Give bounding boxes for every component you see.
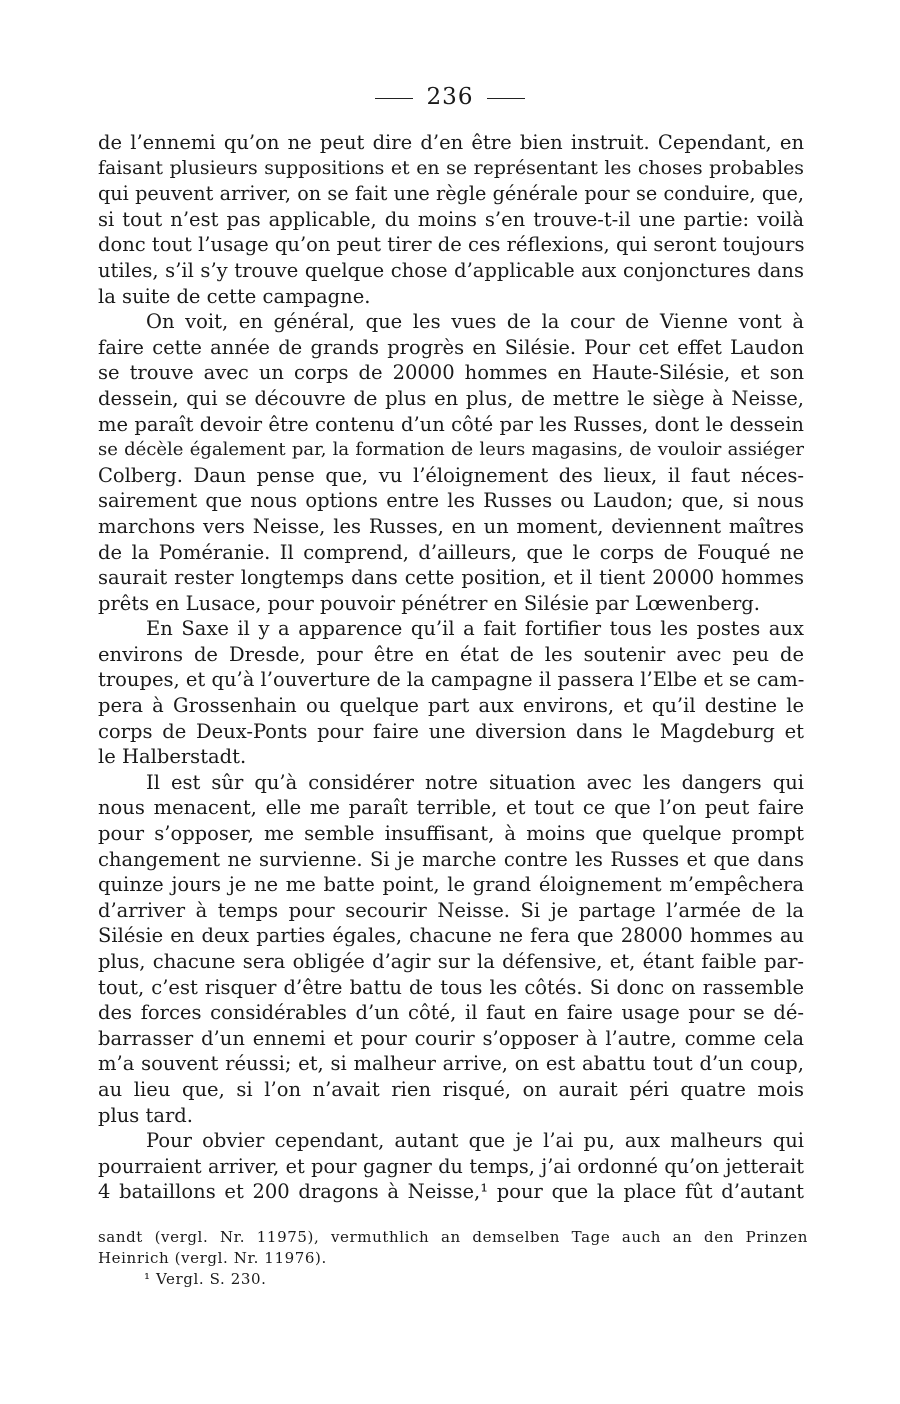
paragraph	[98, 616, 804, 770]
text-line: Colberg. Daun pense que, vu l’éloignement des lieux, il faut néces-	[98, 463, 804, 487]
page-header	[0, 82, 900, 112]
text-line: si tout n’est pas applicable, du moins s’en trouve-t-il une partie: voilà	[98, 207, 804, 231]
main-text	[98, 130, 804, 1205]
text-line: des forces considérables d’un côté, il faut en faire usage pour se dé-	[98, 1001, 804, 1025]
text-line: environs de Dresde, pour être en état de les soutenir avec peu de	[98, 642, 804, 666]
text-line: troupes, et qu’à l’ouverture de la campagne il passera l’Elbe et se cam-	[98, 668, 805, 692]
text-line: donc tout l’usage qu’on peut tirer de ces réflexions, qui seront toujours	[98, 233, 805, 257]
text-line: d’arriver à temps pour secourir Neisse. Si je partage l’armée de la	[98, 898, 804, 922]
header-rule-left	[375, 98, 413, 99]
text-line: saurait rester longtemps dans cette position, et il tient 20000 hommes	[98, 566, 804, 590]
text-line: Silésie en deux parties égales, chacune ne fera que 28000 hommes au	[98, 924, 804, 948]
footnote-line: sandt (vergl. Nr. 11975), vermuthlich an demselben Tage auch an den Prinzen	[98, 1228, 808, 1246]
text-line: qui peuvent arriver, on se fait une règle générale pour se conduire, que,	[98, 182, 804, 206]
header-rule-right	[487, 98, 525, 99]
text-line: marchons vers Neisse, les Russes, en un moment, deviennent maîtres	[98, 514, 804, 538]
text-line: corps de Deux-Ponts pour faire une diversion dans le Magdeburg et	[98, 719, 804, 743]
text-line: Pour obvier cependant, autant que je l’ai pu, aux malheurs qui	[146, 1129, 804, 1153]
text-line: sairement que nous options entre les Russes ou Laudon; que, si nous	[98, 489, 804, 513]
text-line: tout, c’est risquer d’être battu de tous les côtés. Si donc on rassemble	[98, 975, 804, 999]
text-line: se décèle également par, la formation de leurs magasins, de vouloir assiéger	[98, 439, 804, 461]
text-line: de la Poméranie. Il comprend, d’ailleurs, que le corps de Fouqué ne	[98, 540, 804, 564]
text-line: de l’ennemi qu’on ne peut dire d’en être bien instruit. Cependant, en	[98, 131, 804, 154]
text-line: nous menacent, elle me paraît terrible, et tout ce que l’on peut faire	[98, 796, 804, 820]
text-line: le Halberstadt.	[98, 745, 247, 769]
footnotes	[98, 1227, 808, 1290]
text-line: changement ne survienne. Si je marche contre les Russes et que dans	[98, 847, 804, 871]
footnote-line: Heinrich (vergl. Nr. 11976).	[98, 1249, 327, 1267]
text-line: Il est sûr qu’à considérer notre situation avec les dangers qui	[146, 770, 804, 794]
text-line: dessein, qui se découvre de plus en plus, de mettre le siège à Neisse,	[98, 386, 804, 410]
text-line: faire cette année de grands progrès en Silésie. Pour cet effet Laudon	[98, 335, 804, 359]
text-line: pour s’opposer, me semble insuffisant, à moins que quelque prompt	[98, 822, 804, 846]
text-line: prêts en Lusace, pour pouvoir pénétrer en Silésie par Lœwenberg.	[98, 591, 760, 615]
paragraph	[98, 1128, 804, 1205]
footnote-1: ¹ Vergl. S. 230.	[144, 1270, 267, 1288]
text-line: m’a souvent réussi; et, si malheur arrive, on est abattu tout d’un coup,	[98, 1052, 804, 1076]
text-line: utiles, s’il s’y trouve quelque chose d’applicable aux conjonctures dans	[98, 258, 804, 282]
paragraph	[98, 309, 804, 616]
text-line: En Saxe il y a apparence qu’il a fait fortifier tous les postes aux	[146, 617, 804, 641]
text-line: quinze jours je ne me batte point, le grand éloignement m’empêchera	[98, 873, 804, 897]
text-line: pourraient arriver, et pour gagner du temps, j’ai ordonné qu’on jetterait	[98, 1154, 804, 1178]
text-line: se trouve avec un corps de 20000 hommes en Haute-Silésie, et son	[98, 361, 804, 385]
text-line: On voit, en général, que les vues de la cour de Vienne vont à	[146, 310, 804, 334]
text-line: 4 bataillons et 200 dragons à Neisse,¹ pour que la place fût d’autant	[98, 1180, 804, 1204]
paragraph	[98, 130, 804, 309]
text-line: plus, chacune sera obligée d’agir sur la défensive, et, étant faible par-	[98, 950, 804, 973]
text-line: la suite de cette campagne.	[98, 284, 371, 308]
text-line: me paraît devoir être contenu d’un côté par les Russes, dont le dessein	[98, 412, 804, 436]
text-line: au lieu que, si l’on n’avait rien risqué, on aurait péri quatre mois	[98, 1077, 804, 1101]
text-line: pera à Grossenhain ou quelque part aux environs, et qu’il destine le	[98, 694, 804, 718]
text-line: plus tard.	[98, 1103, 193, 1127]
page-number: 236	[426, 84, 474, 110]
paragraph	[98, 770, 804, 1128]
text-line: barrasser d’un ennemi et pour courir s’opposer à l’autre, comme cela	[98, 1026, 804, 1050]
text-line: faisant plusieurs suppositions et en se représentant les choses probables	[98, 156, 804, 179]
